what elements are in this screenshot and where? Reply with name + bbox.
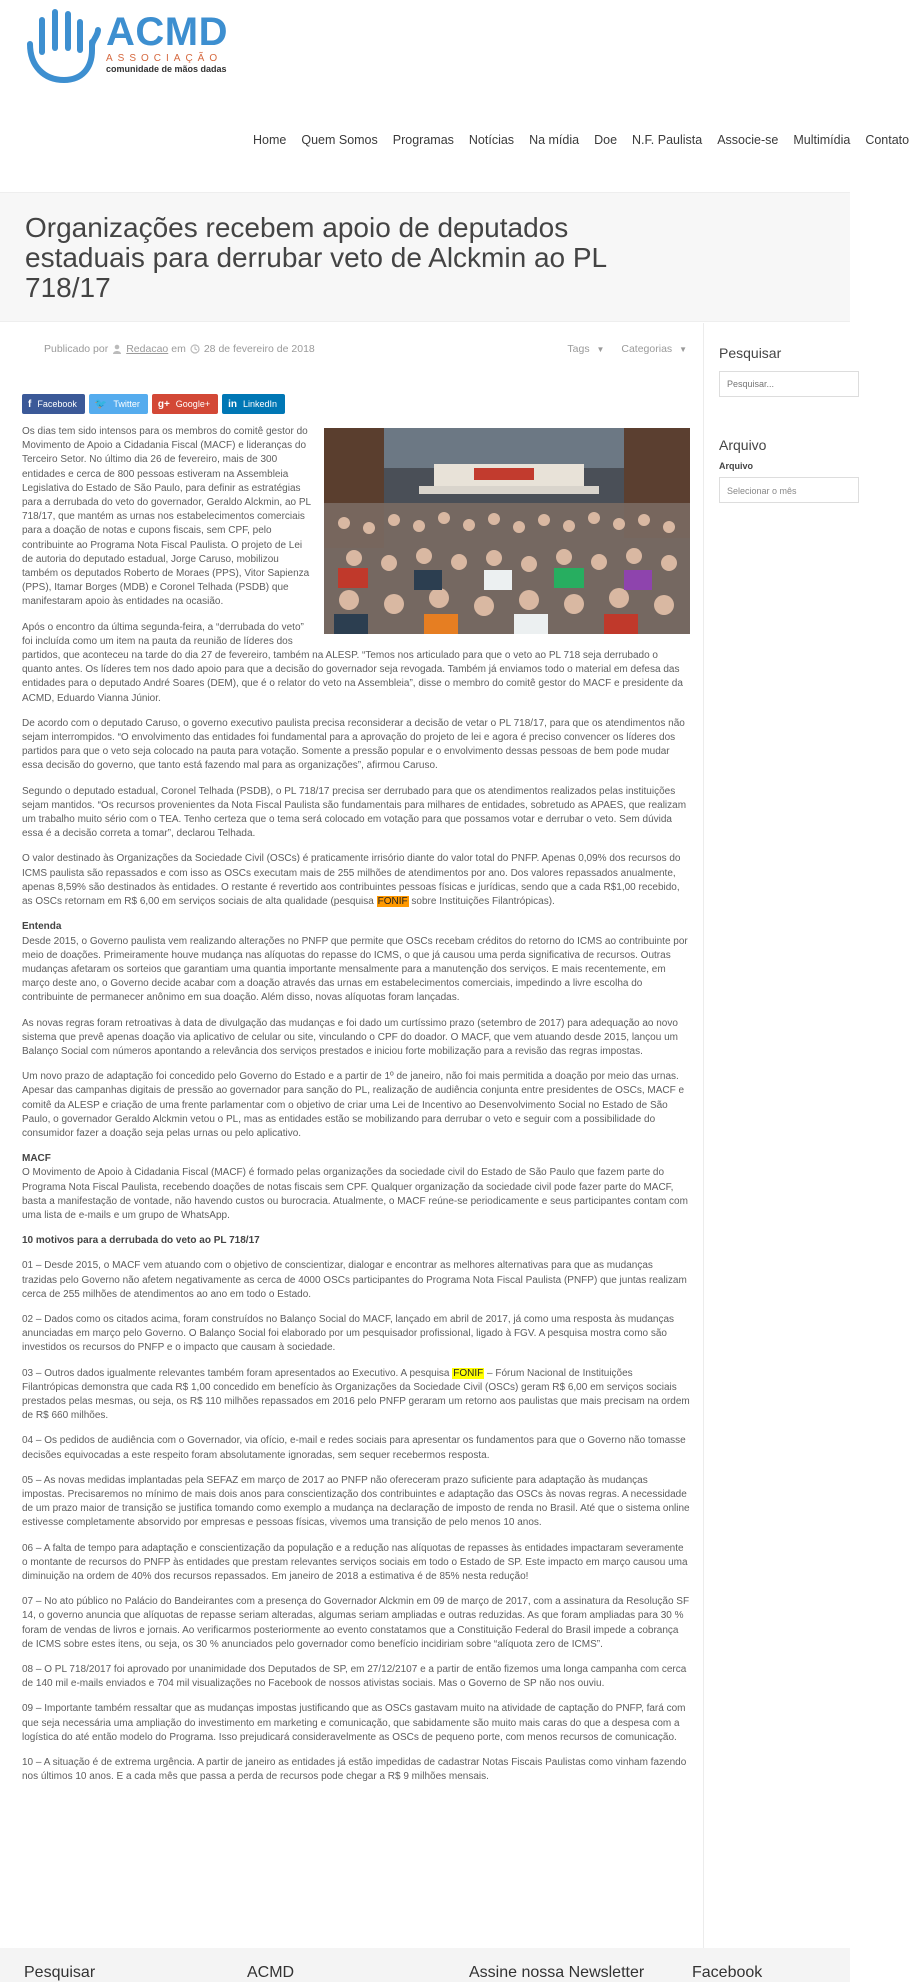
nav-contato[interactable]: Contato — [865, 133, 910, 147]
share-google-label: Google+ — [175, 399, 211, 409]
share-twitter-button[interactable] — [89, 394, 148, 414]
page-title: Organizações recebem apoio de deputados estaduais para derrubar veto de Alckmin ao PL 718/17 — [25, 212, 607, 303]
list-item: 05 – As novas medidas implantadas pela SEFAZ em março de 2017 ao PNFP não ofereceram prazo suficiente para adaptação às mudanças impostas. Precisaremos no mínimo de mais dois anos para conscientização dos contribuintes e adaptação das OSCs às novas regras. A necessidade de um prazo maior de transição se justifica tomando como exemplo a mudança na declaração de imposto de renda no Brasil. Até que o sistema online estivesse completamente absorvido por empresas e pessoas físicas, vivemos uma transição de pelo menos 10 anos. — [22, 1474, 690, 1529]
article-paragraph: Os dias tem sido intensos para os membros do comitê gestor do Movimento de Apoio a Cidadania Fiscal (MACF) e lideranças do Terceiro Setor. No último dia 26 de fevereiro, mais de 300 entidades e cerca de 800 pessoas estiveram na Assembleia Legislativa do Estado de São Paulo, para definir as estratégias para a derrubada do veto do governador, Geraldo Alckmin, ao PL 718/17, que mantém as urnas nos estabelecimentos comerciais para a doação de notas e cupons fiscais, sem CPF, pelo contribuinte ao Programa Nota Fiscal Paulista. O projeto de Lei de autoria do deputado estadual, Jorge Caruso, mobilizou também os deputados Roberto de Moraes (PPS), Vitor Sapienza (PPS), Itamar Borges (MDB) e Coronel Telhada (PSDB) que manifestaram apoio às entidades na ocasião. — [22, 426, 311, 608]
share-twitter-label: Twitter — [113, 399, 140, 409]
search-input[interactable] — [719, 371, 859, 397]
list-item: 01 – Desde 2015, o MACF vem atuando com o objetivo de conscientizar, dialogar e encontrar as melhores alternativas para que as mudanças trazidas pelo Governo não afetem negativamente as cerca de 4000 OSCs participantes do Programa Nota Fiscal Paulista (PNFP) que juntas realizam cerca de 255 milhões de atendimentos ao ano em todo o Estado. — [22, 1260, 687, 1300]
article-paragraph: Um novo prazo de adaptação foi concedido pelo Governo do Estado e a partir de 1º de janeiro, não foi mais permitida a doação por meio das urnas. Apesar das campanhas digitais de pressão ao governador para sanção do PL, realização de audiência conjunta entre presidentes de OSCs, MACF e comitê da ALESP e criação de uma frente parlamentar com o objetivo de criar uma Lei de Incentivo ao Desenvolvimento Social no Estado de São Paulo, o governador Geraldo Alckmin vetou o PL, mas as entidades estão se mobilizando para derrubar o veto e seguir com a possibilidade do consumidor fazer a doação seja pelas urnas ou pelo aplicativo. — [22, 1071, 685, 1139]
nav-doe[interactable]: Doe — [594, 133, 618, 147]
footer-search-title: Pesquisar — [24, 1964, 96, 1981]
nav-na-midia[interactable]: Na mídia — [529, 133, 580, 147]
list-item: 06 – A falta de tempo para adaptação e conscientização da população e a redução nas alíquotas de repasses às entidades impactaram severamente o montante de recursos do PNFP às entidades que prestam relevantes serviços sociais em todo o Estado de SP. Este impacto em março causou uma diminuição na ordem de 40% dos recursos repassados. Em janeiro de 2018 a estimativa é de 85% nesta redução! — [22, 1542, 688, 1583]
published-by-label: Publicado por — [44, 343, 109, 355]
share-facebook-button[interactable] — [22, 394, 85, 414]
paragraph-text: sobre Instituições Filantrópicas). — [408, 896, 555, 908]
linkedin-icon: in — [228, 398, 237, 410]
logo-title: ACMD — [106, 10, 228, 54]
site-header — [0, 0, 910, 190]
article-paragraph: Após o encontro da última segunda-feira, a “derrubada do veto” foi incluída como um item na pauta da reunião de líderes dos partidos, que aconteceu na tarde do dia 27 de fevereiro, também na ALESP. “Temos nos articulado para que o veto ao PL 718 seja derrubado o quanto antes. Os líderes tem nos dado apoio para que a decisão do governador seja revogada. Também já enviamos todo o material em defesa das entidades para o deputado André Soares (DEM), que é o relator do veto na Assembleia”, disse o membro do comitê gestor do MACF e presidente da ACMD, Eduardo Vianna Júnior. — [22, 621, 683, 704]
google-plus-icon: g+ — [157, 398, 170, 410]
chevron-down-icon: ▼ — [596, 345, 605, 354]
section-heading: 10 motivos para a derrubada do veto ao PL 718/17 — [22, 1235, 260, 1247]
tags-dropdown[interactable] — [567, 343, 604, 355]
article-paragraph: As novas regras foram retroativas à data de divulgação das mudanças e foi dado um curtíssimo prazo (setembro de 2017) para adequação ao novo sistema que prevê apenas doação via aplicativo de celular ou site, vinculando o CPF do doador. O MACF, que vem atuando desde 2015, lançou um Balanço Social com números apontando a relevância dos serviços prestados e iniciou forte mobilização para a revisão das regras impostas. — [22, 1017, 678, 1057]
nav-quem-somos[interactable]: Quem Somos — [301, 133, 378, 147]
list-item: 07 – No ato público no Palácio do Bandeirantes com a presença do Governador Alckmin em 09 de março de 2017, com a assinatura da Resolução SF 14, o governo anuncia que alíquotas de repasse seriam alteradas, algumas seriam ampliadas e outras reduzidas. As que foram ampliadas para 30 % foram de vendas de livros e jornais. Ao verificarmos posteriormente ao evento constatamos que a Constituição Federal do Brasil impede a cobrança de ICMS sobre estes itens, ou seja, os 30 % anunciados pelo governador como benefício incidiriam sobre “alíquota zero de ICMS”. — [22, 1596, 690, 1650]
twitter-icon: 🐦 — [94, 398, 108, 410]
footer-newsletter-title: Assine nossa Newsletter — [469, 1964, 645, 1981]
share-facebook-label: Facebook — [37, 399, 77, 409]
article-paragraph: O Movimento de Apoio à Cidadania Fiscal (MACF) é formado pelas organizações da sociedade civil do Estado de São Paulo que fazem parte do Programa Nota Fiscal Paulista, recebendo doações de notas fiscais sem CPF. Qualquer organização da sociedade civil pode fazer parte do MACF, basta a manifestação de vontade, não havendo custos ou burocracia. Atualmente, o MACF reúne-se periodicamente e seus participantes contam com uma lista de e-mails e um grupo de WhatsApp. — [22, 1167, 688, 1221]
nav-home[interactable]: Home — [253, 133, 287, 147]
share-buttons — [22, 394, 289, 414]
article-paragraph — [22, 852, 690, 909]
list-item: 04 – Os pedidos de audiência com o Governador, via ofício, e-mail e redes sociais para apresentar os fundamentos para que o Governo não tomasse decisões equivocadas a este respeito foram absolutamente ignoradas, sem sequer recebermos resposta. — [22, 1435, 686, 1461]
chevron-down-icon: ▼ — [679, 345, 687, 354]
share-linkedin-label: LinkedIn — [242, 399, 277, 409]
footer-acmd-title: ACMD — [247, 1964, 295, 1981]
post-meta — [44, 343, 315, 355]
tags-label: Tags — [567, 343, 590, 355]
categories-dropdown[interactable] — [621, 343, 687, 355]
assembly-photo — [324, 428, 690, 634]
clock-icon — [190, 344, 200, 354]
title-bar — [0, 192, 850, 322]
user-icon — [112, 344, 122, 354]
main-nav — [253, 133, 924, 147]
section-heading: MACF — [22, 1153, 51, 1165]
nav-associe-se[interactable]: Associe-se — [717, 133, 779, 147]
post-date: 28 de fevereiro de 2018 — [203, 343, 315, 355]
list-item: 10 – A situação é de extrema urgência. A partir de janeiro as entidades já estão impedidas de cadastrar Notas Fiscais Paulistas como vinham fazendo nos últimos 10 anos. E a cada mês que passa a perda de recursos pode chegar a R$ 9 milhões mensais. — [22, 1757, 687, 1783]
nav-programas[interactable]: Programas — [392, 133, 454, 147]
share-linkedin-button[interactable] — [222, 394, 285, 414]
on-label: em — [171, 343, 186, 355]
section-heading: Entenda — [22, 921, 62, 933]
archive-select[interactable]: Selecionar o mês — [719, 477, 859, 503]
paragraph-text: 03 – Outros dados igualmente relevantes também foram apresentados ao Executivo. A pesquisa — [22, 1367, 453, 1379]
nav-multimidia[interactable]: Multimídia — [793, 133, 851, 147]
facebook-icon: f — [28, 398, 32, 410]
list-item — [22, 1367, 690, 1424]
article-paragraph: De acordo com o deputado Caruso, o governo executivo paulista precisa reconsiderar a decisão de vetar o PL 718/17, para que os atendimentos não sejam interrompidos. “O envolvimento das entidades foi fundamental para a aprovação do projeto de lei e agora é preciso convencer os líderes dos partidos para que o veto seja colocado na pauta para votação. Somente a pressão popular e o envolvimento dessas pessoas de bem pode mudar essa decisão do governo, que tanto está fazendo mal para as organizações”, afirmou Caruso. — [22, 717, 685, 772]
archive-label: Arquivo — [719, 461, 754, 471]
post-content — [0, 323, 704, 1948]
highlighted-term: FONIF — [453, 1367, 484, 1379]
archive-widget-title: Arquivo — [719, 437, 767, 453]
nav-nf-paulista[interactable]: N.F. Paulista — [632, 133, 703, 147]
categories-label: Categorias — [621, 343, 673, 355]
paragraph-text: O valor destinado às Organizações da Sociedade Civil (OSCs) é praticamente irrisório diante do valor total do PNFP. Apenas 0,09% dos recursos do ICMS paulista são repassados e com isso as OSCs executam mais de 255 milhões de atendimentos por ano. Dos valores repassados anualmente, apenas 8,59% são destinados às entidades. O restante é revertido aos contribuintes pessoas físicas e jurídicas, sendo que a cada R$1,00 recebido, as OSCs retornam em R$ 6,00 em serviços sociais de alta qualidade (pesquisa — [22, 853, 681, 908]
logo-tagline: comunidade de mãos dadas — [106, 64, 227, 74]
list-item: 02 – Dados como os citados acima, foram construídos no Balanço Social do MACF, lançado em abril de 2017, já como uma resposta às mudanças anunciadas em março pelo Governo. O Balanço Social foi elaborado por um pesquisador profissional, ligado à FGV. A pesquisa mostra como são investidos os recursos do PNFP e o impacto que causam à sociedade. — [22, 1313, 675, 1354]
list-item: 08 – O PL 718/2017 foi aprovado por unanimidade dos Deputados de SP, em 27/12/2107 e a partir de então fizemos uma longa campanha com cerca de 140 mil e-mails enviados e 704 mil visualizações no Facebook de nossos ativistas sociais. Mas o Governo de SP não nos ouviu. — [22, 1664, 687, 1690]
search-widget-title: Pesquisar — [719, 345, 782, 361]
highlighted-term: FONIF — [377, 896, 408, 908]
share-google-button[interactable] — [152, 394, 218, 414]
article-paragraph: Segundo o deputado estadual, Coronel Telhada (PSDB), o PL 718/17 precisa ser derrubado para que os atendimentos realizados pelas instituições sejam mantidos. “Os recursos provenientes da Nota Fiscal Paulista são fundamentais para milhares de entidades, sobretudo as APAES, que realizam um trabalho muito sério com o TEA. Tenho certeza que o tema será colocado em votação para que possamos votar e derrubar o veto. Sem dúvida essa é a decisão correta a tomar”, declarou Telhada. — [22, 785, 687, 840]
author-link[interactable]: Redacao — [126, 343, 169, 355]
article-paragraph: Desde 2015, o Governo paulista vem realizando alterações no PNFP que permite que OSCs recebam créditos do retorno do ICMS ao contribuinte por meio de doações. Primeiramente houve mudança nas alíquotas do repasse do ICMS, o que já causou uma perda significativa de recursos. Outras mudanças afetaram os sorteios que garantiam uma quantia importante mensalmente para a manutenção dos serviços. E mais recentemente, em março deste ano, o Governo decide acabar com a doação através das urnas em estabelecimentos comerciais, impedindo a livre escolha do contribuinte de permanecer anônimo em sua doação. Além disso, novas alíquotas foram lançadas. — [22, 935, 688, 1004]
list-item: 09 – Importante também ressaltar que as mudanças impostas justificando que as OSCs gastavam muito na atividade de captação do PNFP, fará com que seja necessária uma ampliação do investimento em marketing e comunicação, que sabidamente são muito mais caras do que a despesa com a logística do até então modelo do Programa. Isso prejudicará consideravelmente as OSCs de pequeno porte, com menos recursos de comunicação. — [22, 1703, 686, 1743]
article-body — [22, 425, 690, 1795]
sidebar — [705, 323, 850, 503]
site-footer — [0, 1948, 850, 1982]
post-taxonomy — [553, 343, 687, 355]
paragraph-text: – Fórum Nacional de Instituições Filantrópicas demonstra que cada R$ 1,00 concedido em benefício às Organizações da Sociedade Civil (OSCs) geram R$ 6,00 em serviços sociais prestados pelas mesmas, ou seja, os R$ 110 milhões repassados em 2016 pelo PNFP geraram um retorno aos paulistas que mais precisam na ordem de R$ 660 milhões. — [22, 1367, 690, 1422]
site-logo[interactable] — [22, 6, 228, 86]
hand-logo-icon — [22, 6, 100, 86]
logo-subtitle: ASSOCIAÇÃO — [106, 53, 223, 64]
nav-noticias[interactable]: Notícias — [468, 133, 515, 147]
footer-facebook-title: Facebook — [692, 1964, 763, 1981]
